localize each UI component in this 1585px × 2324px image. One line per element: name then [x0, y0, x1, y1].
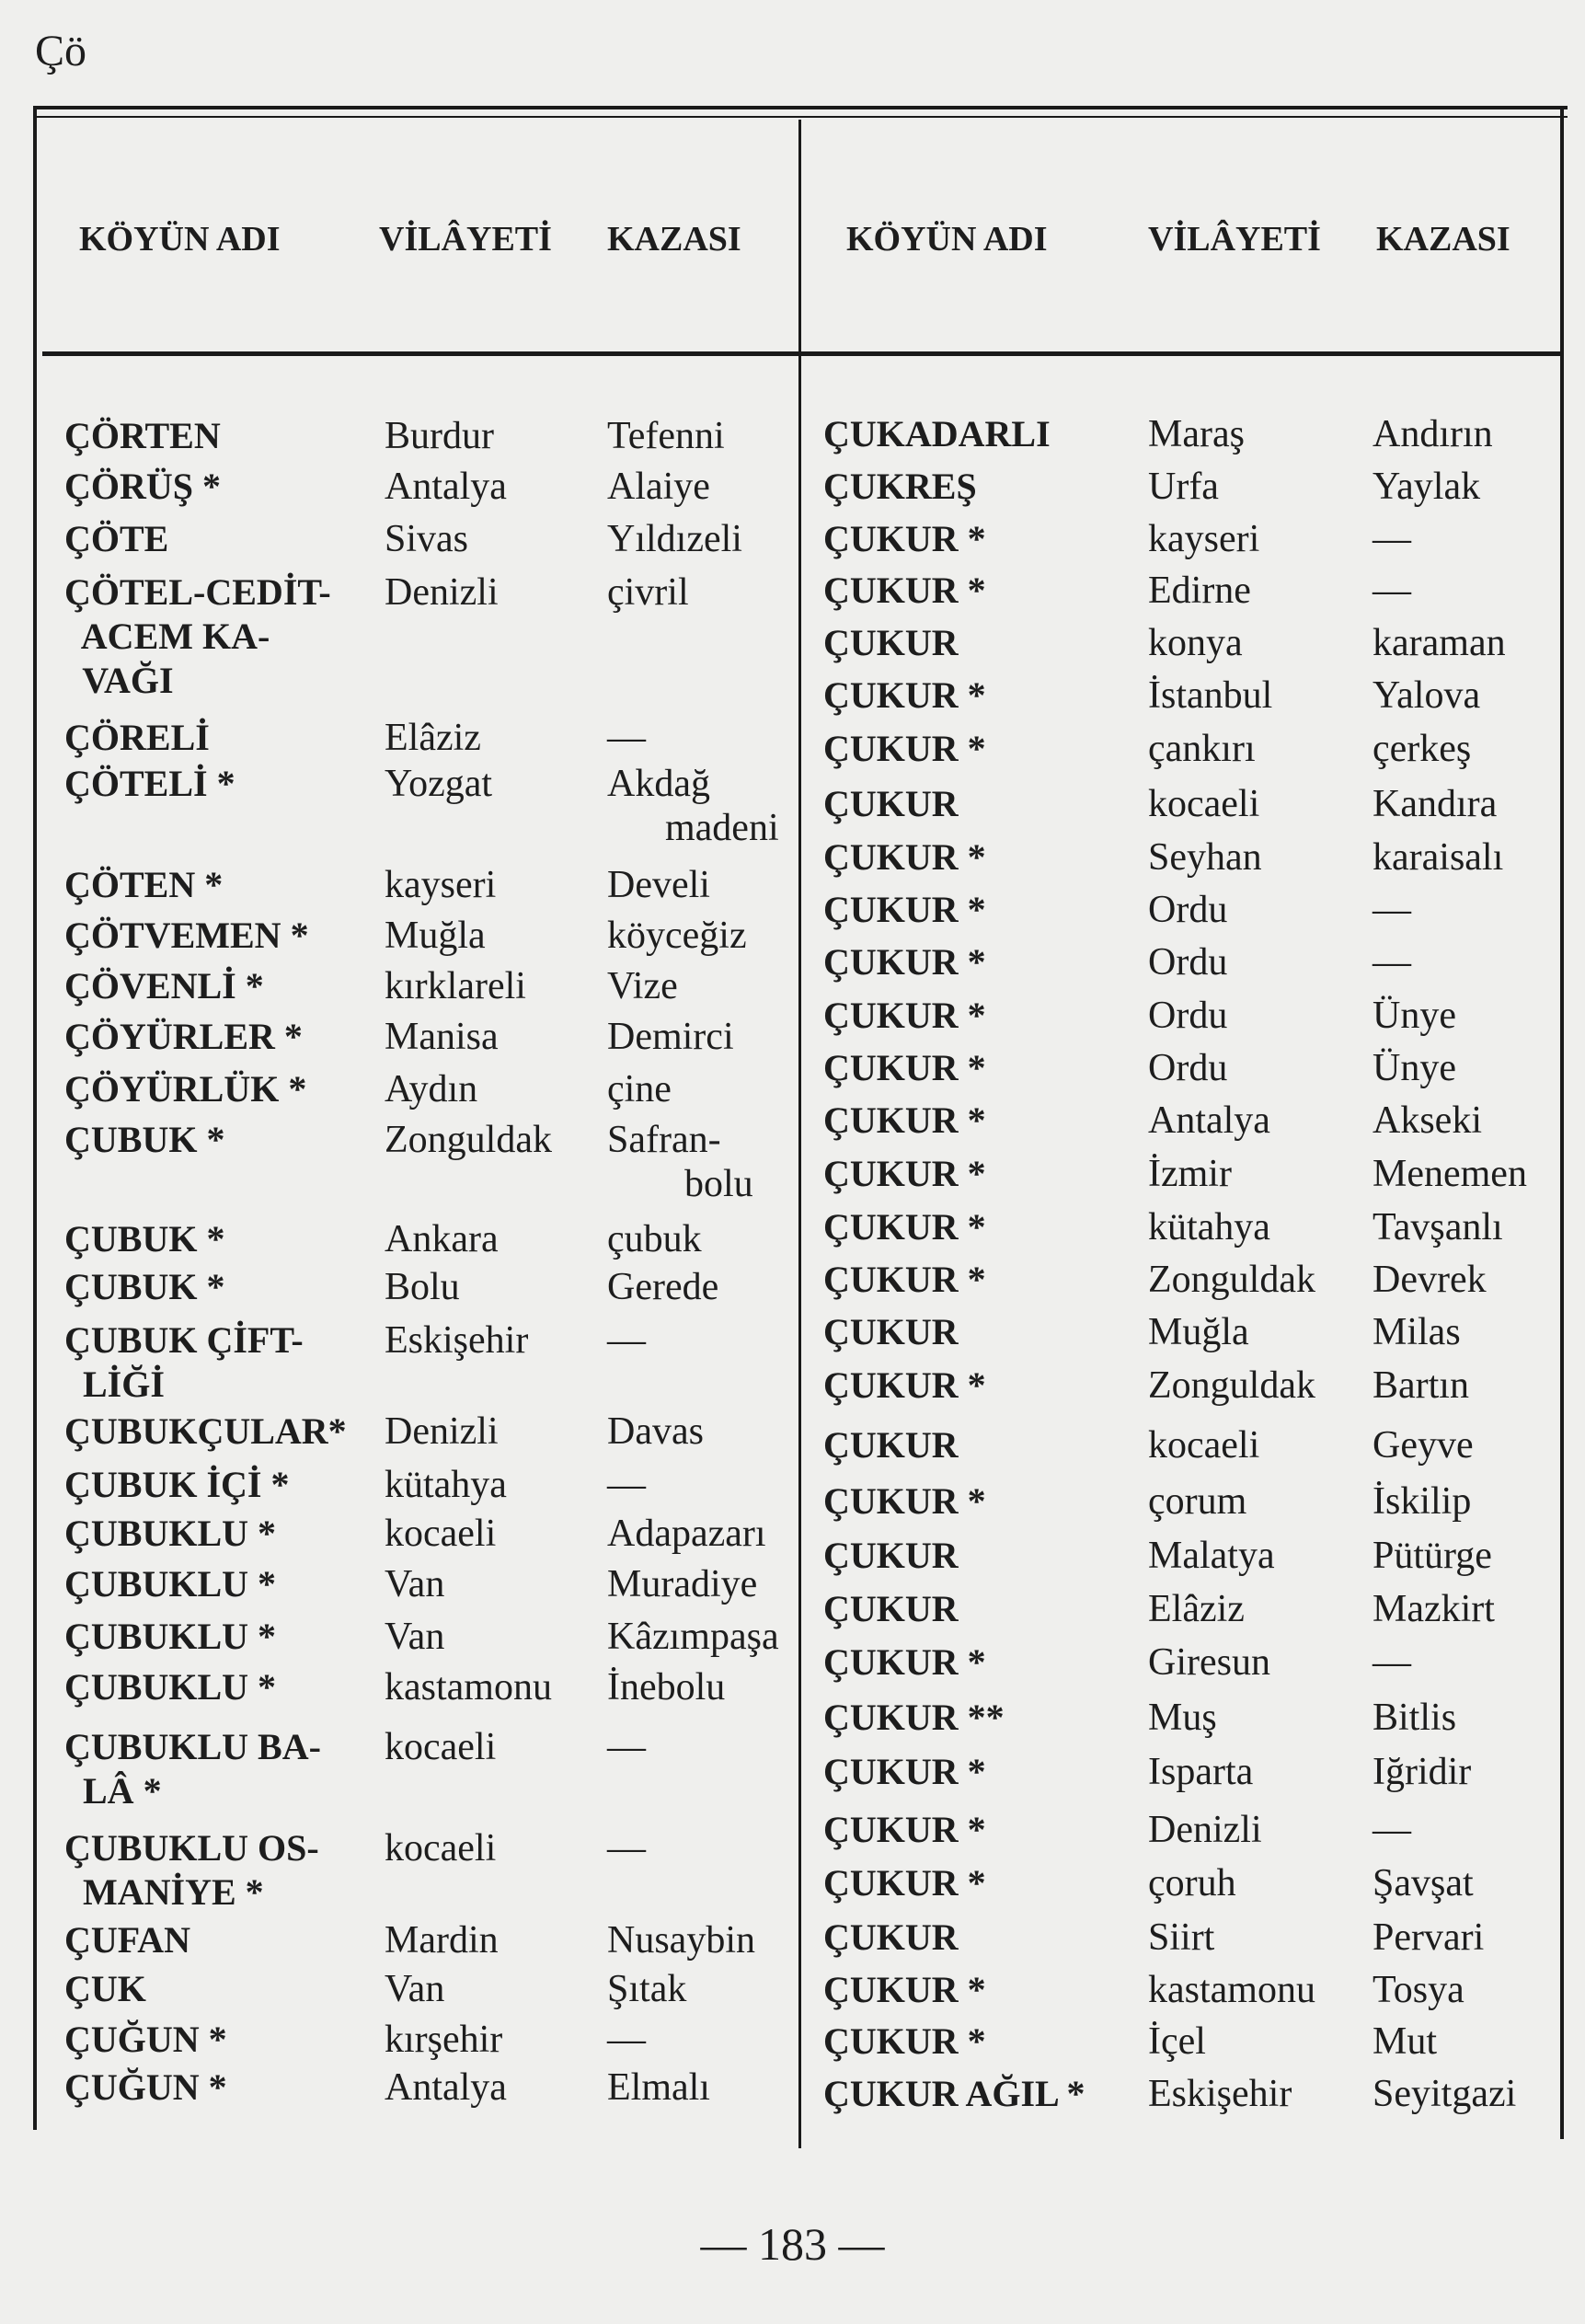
province-cell: Siirt — [1148, 1916, 1215, 1959]
district-cell: Milas — [1373, 1311, 1461, 1353]
province-cell: Denizli — [385, 571, 499, 614]
province-cell: kırşehir — [385, 2019, 503, 2061]
village-name-cell: ÇUBUKLU BA- LÂ * — [64, 1726, 321, 1812]
province-cell: Bolu — [385, 1266, 460, 1308]
village-name-cell: ÇÖYÜRLER * — [64, 1016, 303, 1057]
district-cell: Develi — [607, 864, 710, 906]
district-cell: Demirci — [607, 1016, 734, 1058]
district-cell: — — [1373, 1809, 1411, 1851]
district-cell: Iğridir — [1373, 1751, 1472, 1793]
village-name-cell: ÇUKREŞ — [823, 466, 977, 507]
province-cell: Manisa — [385, 1016, 499, 1058]
village-name-cell: ÇUKUR * — [823, 1259, 986, 1300]
district-cell: — — [1373, 518, 1411, 560]
province-cell: kocaeli — [385, 1827, 497, 1870]
district-cell: Davas — [607, 1410, 704, 1453]
village-name-cell: ÇUKUR — [823, 622, 959, 663]
header-right-kaza: KAZASI — [1376, 220, 1510, 259]
village-name-cell: ÇUKUR * — [823, 1206, 986, 1248]
province-cell: kocaeli — [385, 1513, 497, 1555]
village-name-cell: ÇÖTVEMEN * — [64, 915, 309, 956]
district-cell: Mazkirt — [1373, 1588, 1495, 1630]
province-cell: Eskişehir — [1148, 2073, 1292, 2115]
province-cell: Elâziz — [385, 717, 481, 759]
village-name-cell: ÇUKUR * — [823, 995, 986, 1036]
village-name-cell: ÇÖVENLİ * — [64, 965, 264, 1007]
province-cell: Ordu — [1148, 1047, 1228, 1089]
village-name-cell: ÇUKUR — [823, 1424, 959, 1466]
village-name-cell: ÇÖRTEN — [64, 415, 221, 456]
village-name-cell: ÇÖTEL-CEDİT- ACEM KA- VAĞI — [64, 571, 331, 701]
province-cell: İstanbul — [1148, 674, 1273, 717]
district-cell: İskilip — [1373, 1480, 1472, 1523]
village-name-cell: ÇUKUR * — [823, 1099, 986, 1141]
province-cell: Muğla — [1148, 1311, 1249, 1353]
district-cell: — — [607, 1319, 646, 1362]
village-name-cell: ÇUBUKLU * — [64, 1616, 277, 1657]
district-cell: karaisalı — [1373, 836, 1504, 879]
village-name-cell: ÇUBUK ÇİFT- LİĞİ — [64, 1319, 304, 1405]
table-top-rule — [33, 106, 1568, 109]
province-cell: kütahya — [385, 1464, 507, 1506]
district-cell: Yaylak — [1373, 466, 1481, 508]
district-cell: — — [1373, 889, 1411, 931]
district-cell: — — [607, 717, 646, 759]
village-name-cell: ÇUKUR * — [823, 1641, 986, 1683]
province-cell: kocaeli — [1148, 783, 1260, 825]
district-cell: Safran- bolu — [607, 1119, 753, 1205]
district-cell: Yalova — [1373, 674, 1481, 717]
village-name-cell: ÇUBUKLU OS- MANİYE * — [64, 1827, 319, 1913]
district-cell: Vize — [607, 965, 678, 1007]
district-cell: — — [607, 1827, 646, 1870]
district-cell: Pütürge — [1373, 1535, 1492, 1577]
village-name-cell: ÇÖTE — [64, 518, 169, 559]
province-cell: Malatya — [1148, 1535, 1275, 1577]
province-cell: Denizli — [385, 1410, 499, 1453]
district-cell: Tefenni — [607, 415, 725, 457]
district-cell: Şavşat — [1373, 1862, 1474, 1904]
district-cell: Ünye — [1373, 995, 1456, 1037]
district-cell: köyceğiz — [607, 915, 747, 957]
header-right-vilayet: VİLÂYETİ — [1148, 220, 1321, 259]
province-cell: kastamonu — [1148, 1969, 1315, 2011]
province-cell: Burdur — [385, 415, 494, 457]
province-cell: Zonguldak — [385, 1119, 552, 1161]
district-cell: çubuk — [607, 1218, 702, 1260]
village-name-cell: ÇUKUR * — [823, 2020, 986, 2062]
village-name-cell: ÇUBUKÇULAR* — [64, 1410, 347, 1452]
district-cell: Elmalı — [607, 2066, 710, 2109]
province-cell: çorum — [1148, 1480, 1247, 1523]
province-cell: Ordu — [1148, 995, 1228, 1037]
village-name-cell: ÇUKUR ** — [823, 1697, 1005, 1738]
province-cell: İzmir — [1148, 1153, 1232, 1195]
village-name-cell: ÇUKUR * — [823, 1969, 986, 2010]
village-name-cell: ÇÖRELİ — [64, 717, 210, 758]
village-name-cell: ÇUBUKLU * — [64, 1666, 277, 1708]
village-name-cell: ÇÖRÜŞ * — [64, 466, 222, 507]
district-cell: Alaiye — [607, 466, 710, 508]
village-name-cell: ÇÖTELİ * — [64, 763, 235, 804]
village-name-cell: ÇUKUR * — [823, 1153, 986, 1194]
village-name-cell: ÇUKUR * — [823, 889, 986, 930]
village-name-cell: ÇUKADARLI — [823, 413, 1051, 454]
district-cell: — — [1373, 569, 1411, 612]
village-name-cell: ÇUBUKLU * — [64, 1513, 277, 1554]
district-cell: Akseki — [1373, 1099, 1482, 1142]
village-name-cell: ÇUKUR — [823, 1916, 959, 1958]
province-cell: Van — [385, 1968, 445, 2010]
province-cell: Aydın — [385, 1068, 478, 1110]
district-cell: Andırın — [1373, 413, 1493, 455]
district-cell: — — [607, 1726, 646, 1768]
province-cell: Seyhan — [1148, 836, 1262, 879]
village-name-cell: ÇUKUR * — [823, 518, 986, 559]
district-cell: Bartın — [1373, 1364, 1469, 1407]
village-name-cell: ÇUKUR — [823, 783, 959, 824]
province-cell: çankırı — [1148, 728, 1256, 770]
district-cell: — — [1373, 1641, 1411, 1684]
province-cell: Edirne — [1148, 569, 1251, 612]
village-name-cell: ÇUBUKLU * — [64, 1563, 277, 1605]
district-cell: Adapazarı — [607, 1513, 766, 1555]
province-cell: Antalya — [385, 2066, 507, 2109]
village-name-cell: ÇUKUR * — [823, 1364, 986, 1406]
province-cell: konya — [1148, 622, 1243, 664]
province-cell: kocaeli — [1148, 1424, 1260, 1467]
province-cell: Denizli — [1148, 1809, 1262, 1851]
district-cell: Devrek — [1373, 1259, 1487, 1301]
district-cell: — — [1373, 941, 1411, 984]
province-cell: Mardin — [385, 1919, 499, 1962]
province-cell: Maraş — [1148, 413, 1245, 455]
village-name-cell: ÇUKUR AĞIL * — [823, 2073, 1085, 2114]
province-cell: Muğla — [385, 915, 486, 957]
province-cell: Ordu — [1148, 941, 1228, 984]
district-cell: Pervari — [1373, 1916, 1485, 1959]
province-cell: Muş — [1148, 1697, 1217, 1739]
header-left-kaza: KAZASI — [607, 220, 741, 259]
district-cell: Kâzımpaşa — [607, 1616, 779, 1658]
province-cell: kırklareli — [385, 965, 526, 1007]
province-cell: kütahya — [1148, 1206, 1270, 1248]
district-cell: Nusaybin — [607, 1919, 755, 1962]
left-frame-rule — [33, 106, 37, 2130]
district-cell: çerkeş — [1373, 728, 1472, 770]
village-name-cell: ÇUFAN — [64, 1919, 191, 1961]
column-divider-rule — [798, 120, 801, 2148]
district-cell: Kandıra — [1373, 783, 1498, 825]
village-name-cell: ÇUĞUN * — [64, 2066, 227, 2108]
table-top-rule-2 — [33, 116, 1568, 118]
district-cell: Mut — [1373, 2020, 1438, 2063]
village-name-cell: ÇUKUR * — [823, 674, 986, 716]
province-cell: Van — [385, 1563, 445, 1605]
province-cell: Antalya — [1148, 1099, 1270, 1142]
province-cell: Isparta — [1148, 1751, 1254, 1793]
page-number: — 183 — — [700, 2218, 885, 2270]
village-name-cell: ÇUKUR * — [823, 1751, 986, 1792]
village-name-cell: ÇUKUR * — [823, 836, 986, 878]
district-cell: Ünye — [1373, 1047, 1456, 1089]
district-cell: Yıldızeli — [607, 518, 742, 560]
province-cell: kocaeli — [385, 1726, 497, 1768]
province-cell: Van — [385, 1616, 445, 1658]
district-cell: Akdağ madeni — [607, 763, 779, 849]
header-left-vilayet: VİLÂYETİ — [379, 220, 552, 259]
village-name-cell: ÇUBUK İÇİ * — [64, 1464, 290, 1505]
district-cell: İnebolu — [607, 1666, 726, 1708]
province-cell: Yozgat — [385, 763, 493, 805]
province-cell: kastamonu — [385, 1666, 552, 1708]
village-name-cell: ÇUKUR — [823, 1588, 959, 1629]
village-name-cell: ÇUBUK * — [64, 1218, 225, 1260]
province-cell: Antalya — [385, 466, 507, 508]
district-cell: Menemen — [1373, 1153, 1527, 1195]
district-cell: — — [607, 2019, 646, 2061]
running-head: Çö — [35, 27, 87, 75]
village-name-cell: ÇUKUR * — [823, 728, 986, 769]
right-frame-rule — [1560, 106, 1564, 2139]
province-cell: Urfa — [1148, 466, 1219, 508]
village-name-cell: ÇUKUR * — [823, 1809, 986, 1850]
province-cell: Zonguldak — [1148, 1364, 1315, 1407]
village-name-cell: ÇUKUR * — [823, 1480, 986, 1522]
province-cell: kayseri — [1148, 518, 1260, 560]
district-cell: çine — [607, 1068, 672, 1110]
village-name-cell: ÇÖTEN * — [64, 864, 224, 905]
province-cell: Elâziz — [1148, 1588, 1245, 1630]
district-cell: Tosya — [1373, 1969, 1464, 2011]
district-cell: — — [607, 1464, 646, 1506]
district-cell: Bitlis — [1373, 1697, 1457, 1739]
village-name-cell: ÇUKUR * — [823, 1047, 986, 1088]
province-cell: Zonguldak — [1148, 1259, 1315, 1301]
district-cell: Geyve — [1373, 1424, 1474, 1467]
header-left-koy: KÖYÜN ADI — [79, 220, 281, 259]
province-cell: çoruh — [1148, 1862, 1236, 1904]
header-right-koy: KÖYÜN ADI — [846, 220, 1048, 259]
district-cell: karaman — [1373, 622, 1506, 664]
village-name-cell: ÇUKUR * — [823, 941, 986, 983]
province-cell: Eskişehir — [385, 1319, 529, 1362]
province-cell: Ankara — [385, 1218, 499, 1260]
header-bottom-rule — [42, 351, 1560, 356]
village-name-cell: ÇUK — [64, 1968, 146, 2009]
district-cell: Tavşanlı — [1373, 1206, 1503, 1248]
district-cell: Seyitgazi — [1373, 2073, 1517, 2115]
village-name-cell: ÇUKUR — [823, 1535, 959, 1576]
province-cell: İçel — [1148, 2020, 1206, 2063]
district-cell: Gerede — [607, 1266, 719, 1308]
village-name-cell: ÇUBUK * — [64, 1266, 225, 1307]
village-name-cell: ÇUBUK * — [64, 1119, 225, 1160]
village-name-cell: ÇUKUR * — [823, 1862, 986, 1904]
district-cell: Muradiye — [607, 1563, 758, 1605]
district-cell: çivril — [607, 571, 689, 614]
province-cell: Ordu — [1148, 889, 1228, 931]
district-cell: Şıtak — [607, 1968, 687, 2010]
village-name-cell: ÇUKUR * — [823, 569, 986, 611]
village-name-cell: ÇUKUR — [823, 1311, 959, 1352]
province-cell: Sivas — [385, 518, 469, 560]
village-name-cell: ÇUĞUN * — [64, 2019, 227, 2060]
village-name-cell: ÇÖYÜRLÜK * — [64, 1068, 307, 1110]
province-cell: Giresun — [1148, 1641, 1270, 1684]
province-cell: kayseri — [385, 864, 497, 906]
